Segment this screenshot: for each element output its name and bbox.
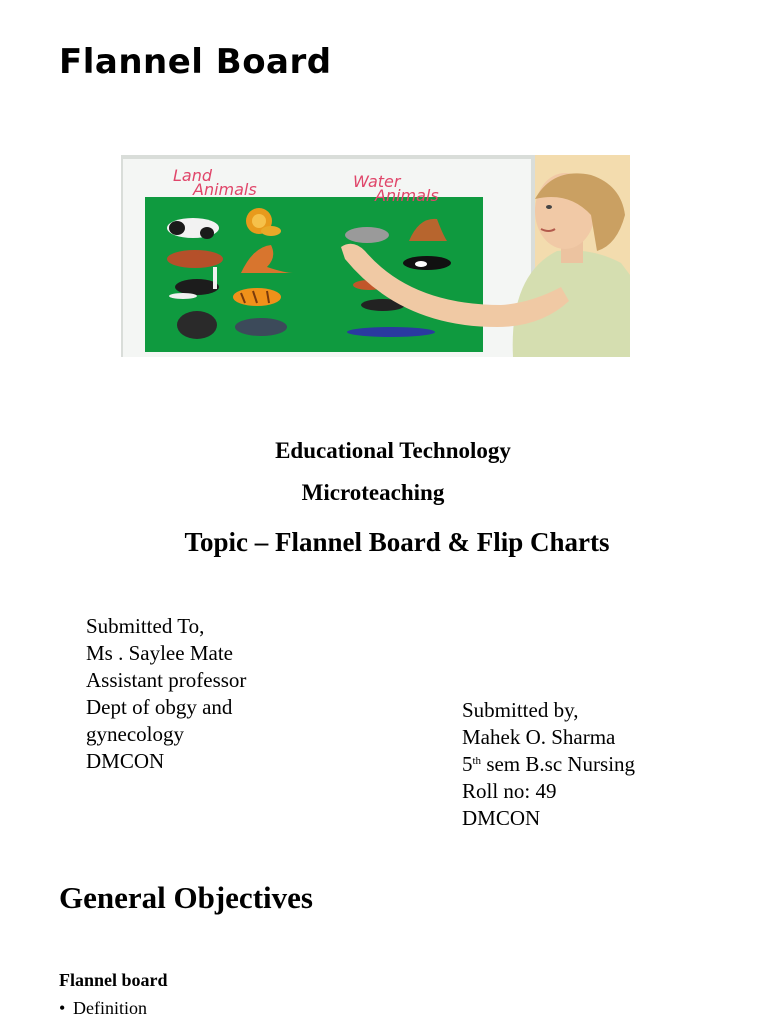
bullet-glyph: • <box>59 998 66 1018</box>
hippo-cutout <box>235 318 287 336</box>
board-label-water: Water <box>353 172 401 191</box>
topic-title: Topic – Flannel Board & Flip Charts <box>184 527 610 557</box>
submitted-by-heading: Submitted by, <box>462 698 579 722</box>
supervisor-college: DMCON <box>86 749 165 773</box>
gorilla-cutout <box>177 311 217 339</box>
list-item-text: Definition <box>73 998 147 1018</box>
supervisor-name: Ms . Saylee Mate <box>86 641 233 665</box>
general-objectives-heading: General Objectives <box>59 880 313 915</box>
flannel-board-photo <box>121 155 630 357</box>
semester-program: sem B.sc Nursing <box>481 752 636 776</box>
submitted-to-block <box>86 613 246 775</box>
orca-cutout <box>403 256 451 270</box>
board-label-land: Land <box>173 166 213 185</box>
supervisor-department: Dept of obgy and <box>86 695 233 719</box>
board-label-water-animals: Animals <box>375 186 439 205</box>
activity-title: Microteaching <box>301 480 445 505</box>
supervisor-designation: Assistant professor <box>86 668 247 692</box>
course-title: Educational Technology <box>275 438 511 463</box>
student-name: Mahek O. Sharma <box>462 725 616 749</box>
flannel-board-subheading: Flannel board <box>59 970 168 990</box>
seal-cutout <box>345 227 389 243</box>
list-item <box>59 998 147 1019</box>
objectives-list <box>59 998 147 1019</box>
tiger-cutout <box>233 288 281 306</box>
semester-number: 5 <box>462 752 473 776</box>
bear-cutout <box>167 250 223 268</box>
supervisor-department-cont: gynecology <box>86 722 184 746</box>
student-college: DMCON <box>462 806 541 830</box>
board-label-land-animals: Animals <box>193 180 257 199</box>
flannel-board-illustration <box>121 155 630 357</box>
submitted-by-block <box>462 697 635 832</box>
semester-suffix: th <box>472 755 482 767</box>
shark-cutout <box>347 327 435 337</box>
student-semester <box>462 751 635 778</box>
student-roll-number: Roll no: 49 <box>462 779 557 803</box>
document-title: Flannel Board <box>59 42 332 82</box>
submitted-to-heading: Submitted To, <box>86 614 205 638</box>
